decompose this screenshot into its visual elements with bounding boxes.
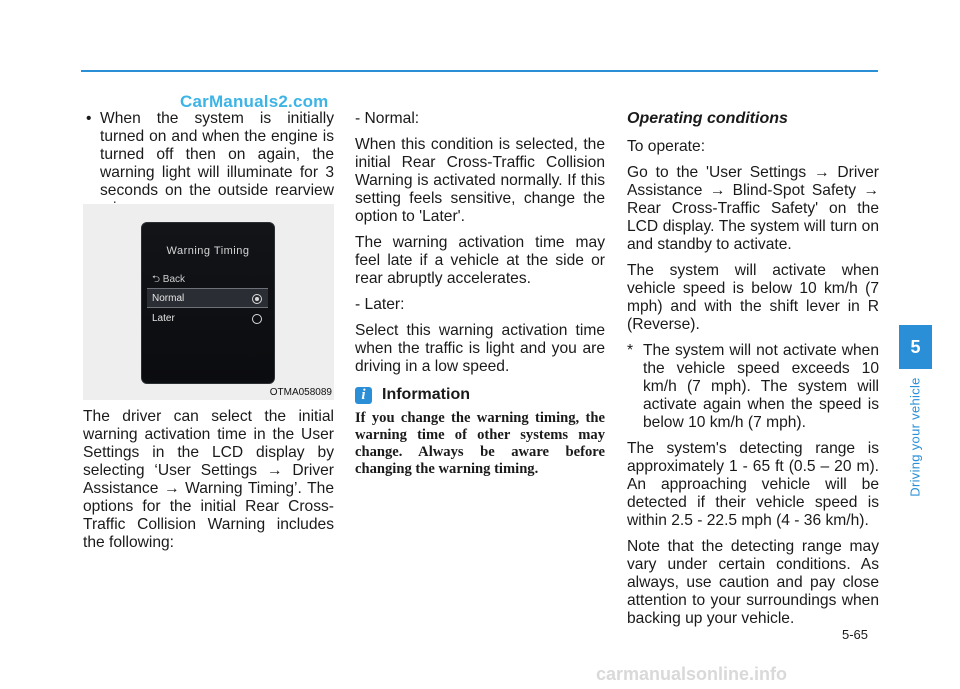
screen-back-label: Back (162, 274, 186, 285)
speed-note (627, 342, 879, 432)
activation-paragraph: The system will activate when vehicle speed is below 10 km/h (7 mph) and with the shift lever in R (Reverse). (627, 262, 879, 333)
warning-timing-paragraph: The driver can select the initial warning activation time in the User Settings in the LCD display by selecting ‘User Settings → Driver Assistance → Warning Timing’. The options for the initial Rear Cross-Traffic Collision Warning includes the following: (83, 408, 334, 551)
detecting-range-paragraph: The system's detecting range is approximately 1 - 65 ft (0.5 – 20 m). An approaching vehicle will be detected if their vehicle speed is within 2.5 - 22.5 mph (4 - 36 km/h). (627, 440, 879, 529)
bullet-initial-illumination: • When the system is initially turned on and when the engine is turned off then on again, the warning light will illuminate for 3 seconds on the outside rearview (83, 110, 334, 218)
option-normal (147, 288, 268, 308)
radio-unselected-icon (252, 314, 262, 324)
option-later (147, 309, 268, 329)
option-normal-label: Normal (152, 293, 185, 304)
lcd-figure (83, 204, 334, 400)
back-arrow-icon: ⮌ (152, 274, 161, 285)
settings-path-paragraph: Go to the 'User Settings → Driver Assistance → Blind-Spot Safety → Rear Cross-Traffic Safety' on the LCD display. The system will turn on and standby to activate. (627, 164, 879, 253)
to-operate: To operate: (627, 138, 706, 155)
later-paragraph: Select this warning activation time when the traffic is light and you are driving in a low speed. (355, 322, 605, 375)
caution-paragraph: Note that the detecting range may vary under certain conditions. As always, use caution and pay close attention to your surroundings when backing up your vehicle. (627, 538, 879, 627)
later-heading: - Later: (355, 296, 405, 313)
speed-note-text: The system will not activate when the vehicle speed exceeds 10 km/h (7 mph). The system will activate again when the speed is below 10 km/h (7 mph). (643, 342, 879, 431)
header-rule (81, 70, 878, 72)
information-text: If you change the warning timing, the warning time of other systems may change. Always be aware before changing the warning timing. (355, 410, 605, 477)
figure-code: OTMA058089 (269, 387, 332, 398)
operating-conditions-heading: Operating conditions (627, 110, 788, 127)
normal-paragraph-1: When this condition is selected, the initial Rear Cross-Traffic Collision Warning is activated normally. If this setting feels sensitive, change the option to 'Later'. (355, 136, 605, 225)
option-later-label: Later (152, 313, 175, 324)
screen-title: Warning Timing (166, 245, 250, 257)
lcd-screen (141, 222, 275, 384)
note-asterisk: * (627, 342, 634, 359)
column-1-lower (83, 408, 334, 560)
normal-heading: - Normal: (355, 110, 420, 127)
information-icon: i (355, 387, 372, 404)
column-2 (355, 110, 605, 486)
screen-back-button (152, 272, 185, 289)
watermark-top[interactable]: CarManuals2.com (180, 92, 329, 111)
radio-selected-icon (252, 294, 262, 304)
page-number: 5-65 (842, 627, 869, 642)
chapter-label: Driving your vehicle (907, 377, 923, 497)
information-heading (355, 386, 605, 404)
column-3 (627, 110, 879, 636)
chapter-tab: 5 (899, 325, 932, 369)
watermark-bottom[interactable]: carmanualsonline.info (596, 664, 788, 684)
normal-paragraph-2: The warning activation time may feel late if a vehicle at the side or rear abruptly accelerates. (355, 234, 605, 287)
information-title: Information (382, 386, 470, 403)
